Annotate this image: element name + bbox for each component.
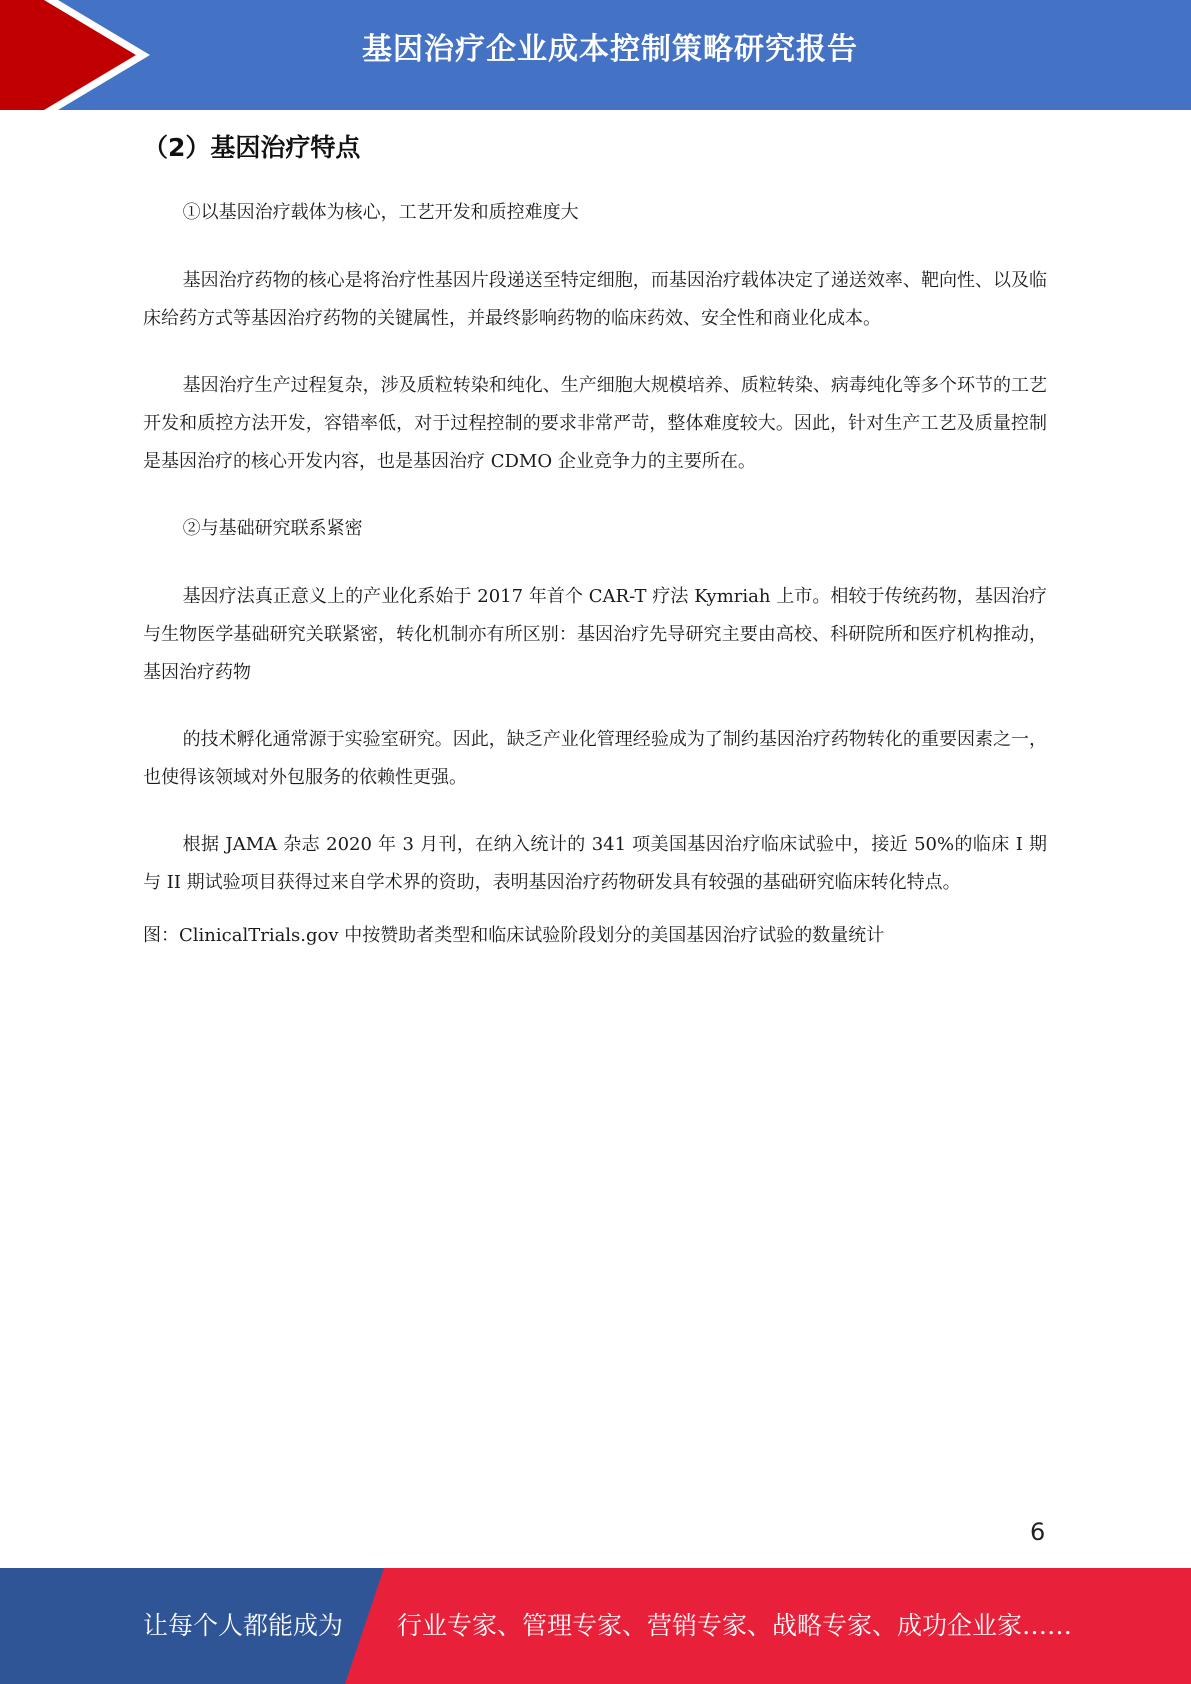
paragraph: 基因疗法真正意义上的产业化系始于 2017 年首个 CAR-T 疗法 Kymriah 上市。相较于传统药物，基因治疗与生物医学基础研究关联紧密，转化机制亦有所区别：基因治疗先导研究主要由高校、科研院所和医疗机构推动，基因治疗药物 xyxy=(143,586,1047,683)
report-title: 基因治疗企业成本控制策略研究报告 xyxy=(362,32,858,67)
paragraph: 的技术孵化通常源于实验室研究。因此，缺乏产业化管理经验成为了制约基因治疗药物转化的重要因素之一，也使得该领域对外包服务的依赖性更强。 xyxy=(143,729,1047,788)
paragraph: 根据 JAMA 杂志 2020 年 3 月刊，在纳入统计的 341 项美国基因治疗临床试验中，接近 50%的临床 I 期与 II 期试验项目获得过来自学术界的资助，表明基因治疗药物研发具有较强的基础研究临床转化特点。 xyxy=(143,834,1047,893)
figure-caption: 图：ClinicalTrials.gov 中按赞助者类型和临床试验阶段划分的美国基因治疗试验的数量统计 xyxy=(143,925,885,946)
footer-slogan-left: 让每个人都能成为 xyxy=(143,1611,344,1640)
page-footer xyxy=(0,1568,1191,1684)
page-number: 6 xyxy=(1030,1518,1046,1546)
page-header xyxy=(0,0,1191,110)
footer-slogan-right: 行业专家、管理专家、营销专家、战略专家、成功企业家…… xyxy=(397,1611,1073,1640)
page-content xyxy=(143,128,1047,951)
subheading-1: ①以基因治疗载体为核心，工艺开发和质控难度大 xyxy=(182,202,579,223)
section-heading: （2）基因治疗特点 xyxy=(143,133,361,162)
paragraph: 基因治疗药物的核心是将治疗性基因片段递送至特定细胞，而基因治疗载体决定了递送效率、靶向性、以及临床给药方式等基因治疗药物的关键属性，并最终影响药物的临床药效、安全性和商业化成本。 xyxy=(143,270,1047,329)
paragraph: 基因治疗生产过程复杂，涉及质粒转染和纯化、生产细胞大规模培养、质粒转染、病毒纯化等多个环节的工艺开发和质控方法开发，容错率低，对于过程控制的要求非常严苛，整体难度较大。因此，针对生产工艺及质量控制是基因治疗的核心开发内容，也是基因治疗 CDMO 企业竞争力的主要所在。 xyxy=(143,375,1047,472)
subheading-2: ②与基础研究联系紧密 xyxy=(182,518,363,539)
